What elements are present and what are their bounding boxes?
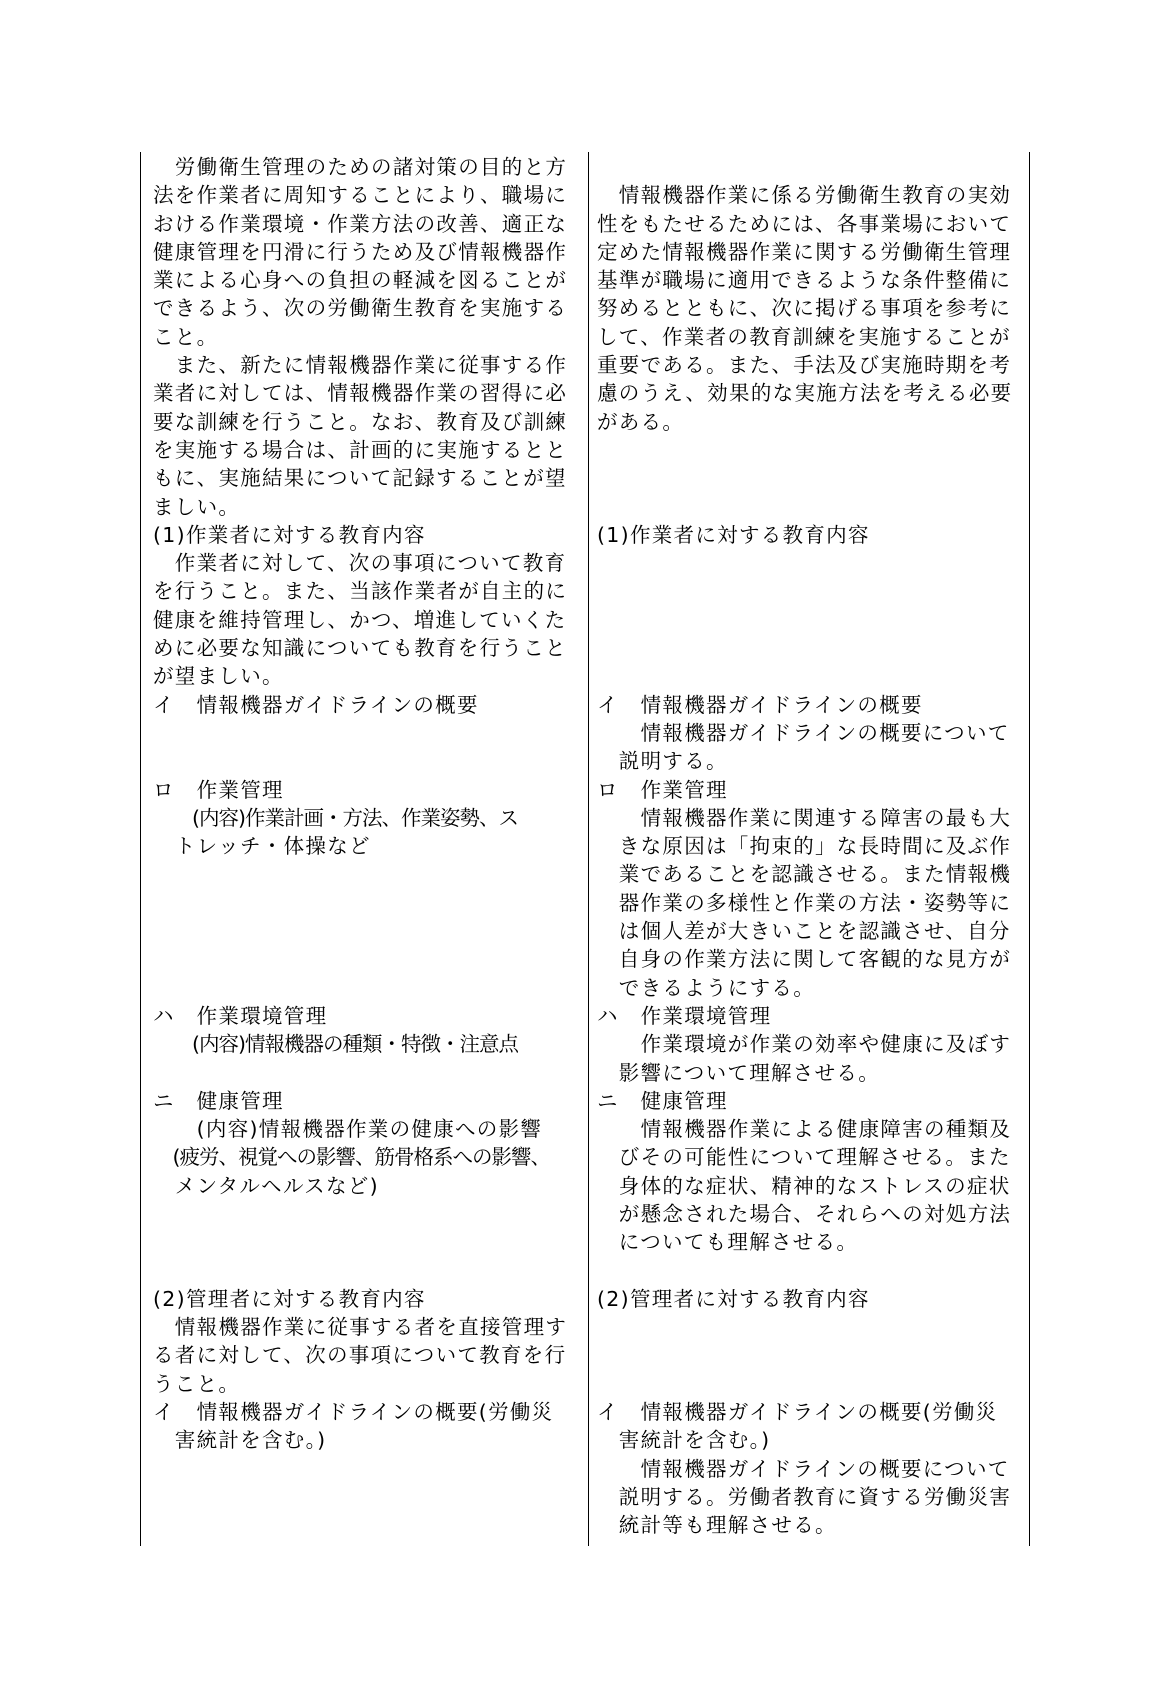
right-text-line: 統計等も理解させる。 — [597, 1513, 837, 1538]
right-text-line: 自身の作業方法に関して客観的な見方が — [597, 947, 1012, 972]
right-text-line — [597, 549, 1027, 577]
right-text-line — [597, 662, 1027, 690]
right-text-line: についても理解させる。 — [597, 1230, 859, 1255]
right-text-line: 定めた情報機器作業に関する労働衛生管理 — [597, 239, 1012, 264]
left-text-line — [153, 945, 583, 973]
left-text-line — [153, 974, 583, 1002]
left-text-line: 情報機器作業に従事する者を直接管理す — [153, 1315, 568, 1340]
right-text-line: イ 情報機器ガイドラインの概要 — [597, 692, 923, 717]
left-text-line — [153, 889, 583, 917]
left-text-line: が望ましい。 — [153, 664, 284, 689]
right-text-line: (1)作業者に対する教育内容 — [597, 522, 870, 547]
left-text-line — [153, 860, 583, 888]
left-text-line — [153, 1483, 583, 1511]
left-text-line: もに、実施結果について記録することが望 — [153, 466, 567, 491]
right-text-line — [597, 153, 1027, 181]
left-text-line: イ 情報機器ガイドラインの概要 — [153, 692, 479, 717]
left-text-line: うこと。 — [153, 1371, 241, 1396]
left-text-line: 健康を維持管理し、かつ、増進していくた — [153, 607, 567, 632]
right-text-line — [597, 1341, 1027, 1369]
left-text-line — [153, 1200, 583, 1228]
left-text-line: めに必要な知識についても教育を行うこと — [153, 636, 567, 661]
right-column — [597, 153, 1027, 1540]
left-text-line: (内容)情報機器作業の健康への影響 — [153, 1117, 543, 1142]
right-text-line — [597, 1257, 1027, 1285]
right-text-line: 影響について理解させる。 — [597, 1060, 880, 1085]
right-text-line — [597, 436, 1027, 464]
right-text-line: 情報機器作業に関連する障害の最も大 — [597, 805, 1012, 830]
left-text-line: おける作業環境・作業方法の改善、適正な — [153, 211, 568, 236]
right-text-line: して、作業者の教育訓練を実施することが — [597, 324, 1011, 349]
comparison-table — [140, 152, 1030, 1546]
right-text-line: 情報機器ガイドラインの概要について — [597, 1456, 1010, 1481]
right-text-line: 器作業の多様性と作業の方法・姿勢等に — [597, 890, 1012, 915]
left-text-line: イ 情報機器ガイドラインの概要(労働災 — [153, 1400, 554, 1425]
right-text-line: 業であることを認識させる。また情報機 — [597, 862, 1012, 887]
left-text-line: 業者に対しては、情報機器作業の習得に必 — [153, 381, 568, 406]
right-text-line: 作業環境が作業の効率や健康に及ぼす — [597, 1032, 1012, 1057]
right-text-line: 性をもたせるためには、各事業場において — [597, 211, 1012, 236]
left-text-line — [153, 1257, 583, 1285]
right-text-line — [597, 634, 1027, 662]
left-text-line: (内容)作業計画・方法、作業姿勢、ス — [153, 805, 518, 830]
left-text-line: 業による心身への負担の軽減を図ることが — [153, 268, 568, 293]
right-text-line: できるようにする。 — [597, 975, 815, 1000]
right-text-line — [597, 1370, 1027, 1398]
left-text-line — [153, 917, 583, 945]
right-text-line: きな原因は「拘束的」な長時間に及ぶ作 — [597, 834, 1012, 859]
right-text-line: 身体的な症状、精神的なストレスの症状 — [597, 1173, 1011, 1198]
right-text-line: がある。 — [597, 409, 685, 434]
left-text-line: ニ 健康管理 — [153, 1088, 284, 1113]
right-text-line: は個人差が大きいことを認識させ、自分 — [597, 919, 1011, 944]
left-text-line: る者に対して、次の事項について教育を行 — [153, 1343, 567, 1368]
left-text-line: また、新たに情報機器作業に従事する作 — [153, 353, 568, 378]
left-text-line: (2)管理者に対する教育内容 — [153, 1286, 426, 1311]
right-text-line: 説明する。労働者教育に資する労働災害 — [597, 1484, 1012, 1509]
left-text-line: できるよう、次の労働衛生教育を実施する — [153, 296, 568, 321]
left-text-line: 害統計を含む。) — [153, 1428, 327, 1453]
right-text-line: ロ 作業管理 — [597, 777, 728, 802]
left-text-line: ハ 作業環境管理 — [153, 1003, 328, 1028]
left-text-line: を行うこと。また、当該作業者が自主的に — [153, 579, 568, 604]
right-text-line — [597, 606, 1027, 634]
right-text-line: 基準が職場に適用できるような条件整備に — [597, 268, 1012, 293]
left-text-line — [153, 747, 583, 775]
left-text-line — [153, 1059, 583, 1087]
left-text-line — [153, 1228, 583, 1256]
right-text-line: ニ 健康管理 — [597, 1088, 728, 1113]
left-text-line — [153, 719, 583, 747]
left-text-line: 要な訓練を行うこと。なお、教育及び訓練 — [153, 409, 568, 434]
right-text-line — [597, 577, 1027, 605]
right-text-line: が懸念された場合、それらへの対処方法 — [597, 1201, 1012, 1226]
left-text-line: ましい。 — [153, 494, 241, 519]
left-text-line — [153, 1455, 583, 1483]
right-text-line: 説明する。 — [597, 749, 728, 774]
left-text-line: 健康管理を円滑に行うため及び情報機器作 — [153, 239, 568, 264]
right-text-line: 慮のうえ、効果的な実施方法を考える必要 — [597, 381, 1013, 406]
right-text-line — [597, 464, 1027, 492]
left-text-line: (疲労、視覚への影響、筋骨格系への影響、 — [153, 1145, 550, 1170]
left-text-line: 法を作業者に周知することにより、職場に — [153, 183, 568, 208]
right-text-line — [597, 1313, 1027, 1341]
left-text-line: を実施する場合は、計画的に実施するとと — [153, 437, 568, 462]
right-text-line: イ 情報機器ガイドラインの概要(労働災 — [597, 1400, 998, 1425]
left-text-line: (1)作業者に対する教育内容 — [153, 522, 426, 547]
left-text-line: 作業者に対して、次の事項について教育 — [153, 551, 567, 576]
left-column — [153, 153, 583, 1540]
right-text-line: 害統計を含む。) — [597, 1428, 771, 1453]
left-text-line: 労働衛生管理のための諸対策の目的と方 — [153, 155, 568, 179]
left-text-line: メンタルヘルスなど) — [153, 1173, 379, 1198]
left-text-line: (内容)情報機器の種類・特徴・注意点 — [153, 1032, 518, 1057]
right-text-line: 情報機器ガイドラインの概要について — [597, 720, 1010, 745]
right-text-line: 情報機器作業に係る労働衛生教育の実効 — [597, 183, 1012, 208]
left-text-line: トレッチ・体操など — [153, 834, 371, 859]
right-text-line: 情報機器作業による健康障害の種類及 — [597, 1117, 1012, 1142]
right-text-line: びその可能性について理解させる。また — [597, 1145, 1011, 1170]
left-text-line: ロ 作業管理 — [153, 777, 284, 802]
column-divider — [588, 152, 589, 1546]
right-text-line: ハ 作業環境管理 — [597, 1003, 772, 1028]
right-text-line: 努めるとともに、次に掲げる事項を参考に — [597, 296, 1012, 321]
left-text-line — [153, 1511, 583, 1539]
right-text-line — [597, 493, 1027, 521]
right-text-line: 重要である。また、手法及び実施時期を考 — [597, 353, 1012, 378]
right-text-line: (2)管理者に対する教育内容 — [597, 1286, 870, 1311]
left-text-line: こと。 — [153, 324, 219, 349]
